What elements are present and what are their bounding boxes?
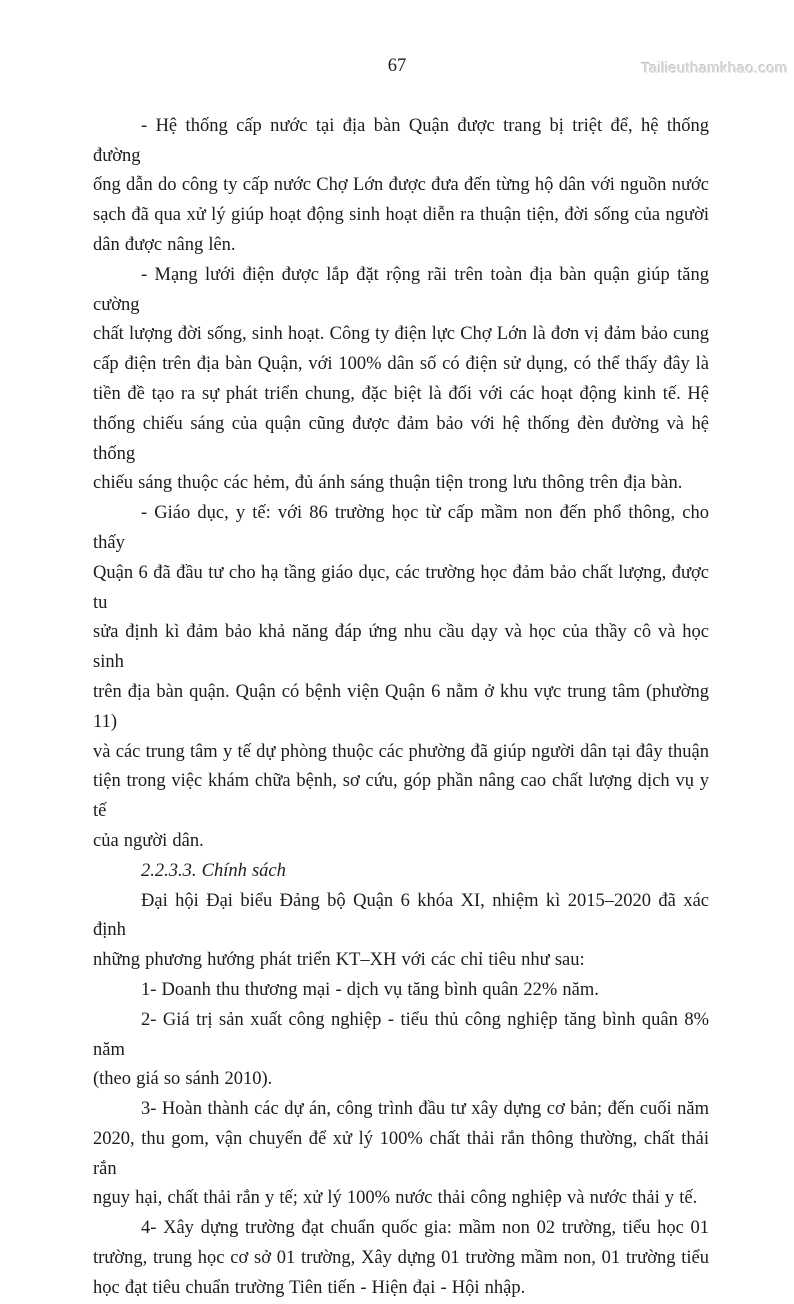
list-item-1 (93, 976, 709, 1006)
text-line: - Mạng lưới điện được lắp đặt rộng rãi trên toàn địa bàn quận giúp tăng cường (93, 264, 709, 315)
text-line: sạch đã qua xử lý giúp hoạt động sinh hoạt diễn ra thuận tiện, đời sống của người (93, 205, 709, 226)
list-item-3 (93, 1095, 709, 1214)
text-line: - Hệ thống cấp nước tại địa bàn Quận được trang bị triệt để, hệ thống đường (93, 115, 709, 166)
text-line: ống dẫn do công ty cấp nước Chợ Lớn được đưa đến từng hộ dân với nguồn nước (93, 175, 709, 196)
text-line: chiếu sáng thuộc các hẻm, đủ ánh sáng thuận tiện trong lưu thông trên địa bàn. (93, 473, 683, 494)
text-line: thống chiếu sáng của quận cũng được đảm bảo với hệ thống đèn đường và hệ thống (93, 413, 709, 464)
page-number: 67 (387, 56, 407, 76)
text-line: chất lượng đời sống, sinh hoạt. Công ty điện lực Chợ Lớn là đơn vị đảm bảo cung (93, 324, 709, 345)
paragraph-water-supply (93, 112, 709, 261)
paragraph-education-health (93, 499, 709, 857)
list-item-4 (93, 1214, 709, 1303)
text-line: 1- Doanh thu thương mại - dịch vụ tăng bình quân 22% năm. (141, 979, 599, 1000)
text-line: 4- Xây dựng trường đạt chuẩn quốc gia: mầm non 02 trường, tiểu học 01 (141, 1218, 709, 1239)
text-line: sửa định kì đảm bảo khả năng đáp ứng nhu cầu dạy và học của thầy cô và học sinh (93, 622, 709, 673)
text-line: và các trung tâm y tế dự phòng thuộc các phường đã giúp người dân tại đây thuận (93, 741, 709, 762)
text-line: 2- Giá trị sản xuất công nghiệp - tiểu thủ công nghiệp tăng bình quân 8% năm (93, 1009, 709, 1060)
text-line: trên địa bàn quận. Quận có bệnh viện Quận 6 nằm ở khu vực trung tâm (phường 11) (93, 681, 709, 732)
text-line: học đạt tiêu chuẩn trường Tiên tiến - Hiện đại - Hội nhập. (93, 1277, 526, 1298)
text-line: - Giáo dục, y tế: với 86 trường học từ cấp mầm non đến phổ thông, cho thấy (93, 503, 709, 553)
text-line: 3- Hoàn thành các dự án, công trình đầu tư xây dựng cơ bản; đến cuối năm (141, 1099, 709, 1120)
text-line: cấp điện trên địa bàn Quận, với 100% dân số có điện sử dụng, có thể thấy đây là (93, 354, 709, 375)
paragraph-party-congress (93, 887, 709, 976)
text-line: Đại hội Đại biểu Đảng bộ Quận 6 khóa XI, nhiệm kì 2015–2020 đã xác định (93, 890, 709, 941)
list-item-2 (93, 1006, 709, 1095)
section-heading-text: 2.2.3.3. Chính sách (141, 860, 286, 881)
text-line: trường, trung học cơ sở 01 trường, Xây dựng 01 trường mầm non, 01 trường tiểu (93, 1248, 709, 1269)
text-line: 2020, thu gom, vận chuyển để xử lý 100% chất thải rắn thông thường, chất thải rắn (93, 1128, 709, 1179)
text-line: Quận 6 đã đầu tư cho hạ tầng giáo dục, các trường học đảm bảo chất lượng, được tu (93, 562, 709, 613)
section-heading (93, 857, 709, 887)
watermark: Tailieuthamkhao.com (641, 60, 788, 77)
text-line: nguy hại, chất thải rắn y tế; xử lý 100% nước thải công nghiệp và nước thải y tế. (93, 1188, 698, 1209)
text-line: của người dân. (93, 830, 204, 851)
text-line: dân được nâng lên. (93, 234, 236, 255)
text-line: tiền đề tạo ra sự phát triển chung, đặc biệt là đối với các hoạt động kinh tế. Hệ (93, 383, 709, 404)
text-line: những phương hướng phát triển KT–XH với các chỉ tiêu như sau: (93, 950, 585, 971)
text-line: (theo giá so sánh 2010). (93, 1069, 273, 1090)
document-body (93, 112, 709, 1304)
text-line: tiện trong việc khám chữa bệnh, sơ cứu, góp phần nâng cao chất lượng dịch vụ y tế (93, 771, 709, 822)
paragraph-electric-grid (93, 261, 709, 499)
